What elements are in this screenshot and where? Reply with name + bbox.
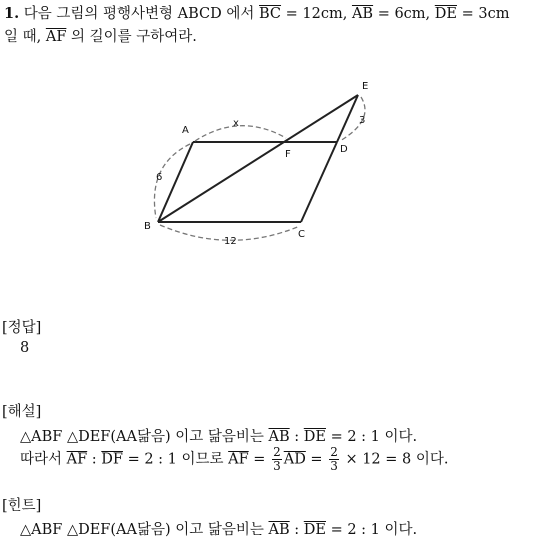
equals: = (305, 451, 328, 468)
segment-de: $\overline{DE}$ (434, 6, 457, 22)
segment-af: $\overline{AF}$ (45, 29, 67, 45)
segment-bc: $\overline{BC}$ (259, 6, 282, 22)
explanation-text-2: 따라서 (20, 451, 67, 468)
hint-header: [힌트] (2, 498, 42, 514)
explanation-text-1: △ABF △DEF(AA닮음) 이고 닮음비는 (20, 429, 269, 445)
colon: : (289, 429, 304, 445)
point-d-label: D (340, 144, 348, 155)
problem-text-2: 일 때, (4, 29, 46, 45)
label-x: x (233, 118, 239, 129)
segment-ab: $\overline{AB}$ (268, 522, 290, 538)
fraction-numerator: 2 (330, 445, 338, 459)
fraction-denominator: 3 (330, 459, 338, 473)
answer-value: 8 (20, 340, 30, 356)
point-a-label: A (182, 125, 189, 136)
equals: = (248, 451, 271, 468)
segment-af: $\overline{AF}$ (66, 451, 88, 468)
bc-length: = 12cm, (281, 6, 352, 22)
problem-question: 의 길이를 구하여라. (66, 29, 197, 45)
fraction-two-thirds (272, 446, 282, 473)
segment-de: $\overline{DE}$ (303, 522, 326, 538)
ab-length: = 6cm, (373, 6, 435, 22)
segment-af: $\overline{AF}$ (228, 451, 249, 468)
point-b-label: B (144, 221, 151, 232)
hint-ratio-text: = 2 : 1 이다. (325, 522, 418, 538)
problem-number: 1. (4, 5, 20, 22)
explanation-line-1 (20, 425, 417, 446)
explanation-line-2 (20, 446, 449, 473)
result-text: × 12 = 8 이다. (340, 451, 449, 468)
hint-text: △ABF △DEF(AA닮음) 이고 닮음비는 (20, 522, 269, 538)
point-c-label: C (298, 229, 305, 240)
point-f-label: F (285, 149, 291, 160)
fraction-numerator: 2 (273, 445, 281, 459)
segment-ab: $\overline{AB}$ (268, 429, 290, 445)
label-bc-length: 12 (224, 236, 237, 247)
label-de-length: 3 (359, 115, 366, 126)
explanation-header: [해설] (2, 404, 42, 420)
ratio-text: = 2 : 1 이다. (325, 429, 418, 445)
label-ab-length: 6 (156, 172, 163, 183)
segment-de: $\overline{DE}$ (303, 429, 326, 445)
segment-ad: $\overline{AD}$ (283, 451, 306, 468)
colon: : (87, 451, 102, 468)
answer-header: [정답] (2, 320, 42, 336)
fraction-two-thirds (329, 446, 339, 473)
segment-df: $\overline{DF}$ (101, 451, 123, 468)
de-length: = 3cm (457, 6, 510, 22)
segment-ab: $\overline{AB}$ (351, 6, 374, 22)
problem-text: 다음 그림의 평행사변형 ABCD 에서 (23, 6, 259, 22)
arc-af (195, 126, 286, 141)
hint-line-1 (20, 518, 417, 539)
fraction-denominator: 3 (273, 459, 281, 473)
ratio-text-2: = 2 : 1 이므로 (122, 451, 229, 468)
segment-be-line (158, 95, 358, 222)
colon: : (289, 522, 304, 538)
point-e-label: E (362, 81, 369, 92)
segment-dc-line (301, 142, 337, 222)
